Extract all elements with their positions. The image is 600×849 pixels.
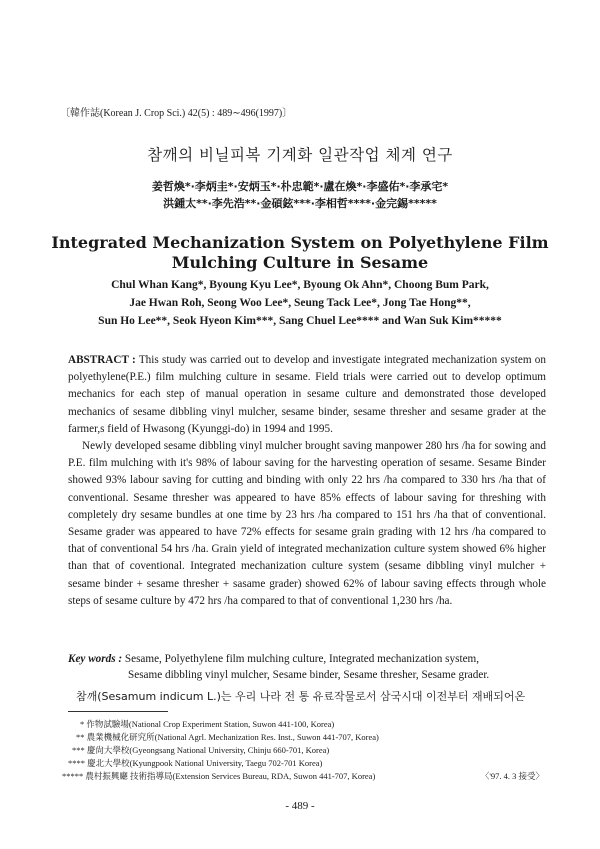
keywords-line-2: Sesame dibbling vinyl mulcher, Sesame binder, Sesame thresher, Sesame grader. — [128, 669, 490, 681]
keywords — [68, 651, 548, 683]
page-number: - 489 - — [285, 800, 315, 812]
footnote-5: ***** 農村振興廳 技術指導局(Extension Services Bureau, RDA, Suwon 441-707, Korea) — [62, 771, 376, 781]
english-title-line-2: Mulching Culture in Sesame — [171, 253, 429, 272]
english-authors-line-2: Jae Hwan Roh, Seong Woo Lee*, Seung Tack Lee*, Jong Tae Hong**, — [129, 297, 471, 309]
footnote-4: **** 慶北大學校(Kyungpook National University, Taegu 702-701 Korea) — [68, 758, 323, 768]
korean-title: 참깨의 비닐피복 기계화 일관작업 체계 연구 — [147, 146, 453, 164]
footnote-1: * 作物試驗場(National Crop Experiment Station, Suwon 441-100, Korea) — [80, 719, 335, 729]
journal-reference: 〔韓作誌(Korean J. Crop Sci.) 42(5) : 489∼496(1997)〕 — [60, 108, 293, 119]
korean-body-line: 참깨(Sesamum indicum L.)는 우리 나라 전 통 유료작물로서 삼국시대 이전부터 재배되어온 — [76, 690, 526, 703]
korean-authors-line-2: 洪鍾太**·李先浩**·金碩鉉***·李相哲****·金完錫***** — [163, 197, 437, 210]
footnote-3: *** 慶尙大學校(Gyeongsang National University, Chinju 660-701, Korea) — [72, 745, 330, 755]
english-authors-line-1: Chul Whan Kang*, Byoung Kyu Lee*, Byoung Ok Ahn*, Choong Bum Park, — [111, 279, 489, 291]
abstract — [68, 352, 546, 610]
abstract-text-1: This study was carried out to develop and investigate integrated mechanization system on polyethylene(P.E.) film mulching culture in sesame. Field trials were carried out to develop optimum mechanics for each step of manual operation in sesame culture and demonstrated those developed mechanics of sesame dibbling vinyl mulcher, sesame binder, sesame thresher and sesame grader at the farmer,s field of Hwasong (Kyunggi-do) in 1994 and 1995. — [68, 354, 546, 435]
abstract-label: ABSTRACT : — [68, 354, 136, 366]
abstract-paragraph-2: Newly developed sesame dibbling vinyl mulcher brought saving manpower 280 hrs /ha for sowing and P.E. film mulching with it's 98% of labour saving for the harvesting operation of sesame. Sesame Binder showed 93% labour saving for cutting and binding with only 22 hrs /ha compared to 330 hrs /ha that of conventional. Sesame thresher was appeared to have 85% effects of labour saving for threshing with completely dry sesame bundles at one time by 23 hrs /ha compared to 151 hrs /ha that of conventional. Sesame grader was appeared to have 72% effects for sesame grain grading with 12 hrs /ha compared to that of conventional 54 hrs /ha. Grain yield of integrated mechanization culture system showed 6% higher than that of coventional. Integrated mechanization culture system (sesame dibbling vinyl mulcher + sesame binder + sesame thresher + sasame grader) showed 62% of labour saving effects through whole steps of sesame culture by 472 hrs /ha compared to that of conventional 1,230 hrs /ha. — [68, 440, 546, 607]
footnote-rule — [68, 711, 168, 712]
korean-authors-line-1: 姜哲煥*·李炳圭*·安炳玉*·朴忠範*·盧在煥*·李盛佑*·李承宅* — [151, 180, 449, 193]
received-date: 〈'97. 4. 3 接受〉 — [480, 771, 544, 781]
abstract-paragraph-1 — [68, 352, 546, 438]
keywords-label: Key words : — [68, 653, 123, 665]
footnote-2: ** 農業機械化研究所(National Agrl. Mechanization Res. Inst., Suwon 441-707, Korea) — [76, 732, 379, 742]
english-authors-line-3: Sun Ho Lee**, Seok Hyeon Kim***, Sang Chuel Lee**** and Wan Suk Kim***** — [98, 315, 502, 327]
keywords-line-1: Sesame, Polyethylene film mulching culture, Integrated mechanization system, — [124, 653, 480, 665]
english-title-line-1: Integrated Mechanization System on Polyethylene Film — [51, 233, 549, 252]
